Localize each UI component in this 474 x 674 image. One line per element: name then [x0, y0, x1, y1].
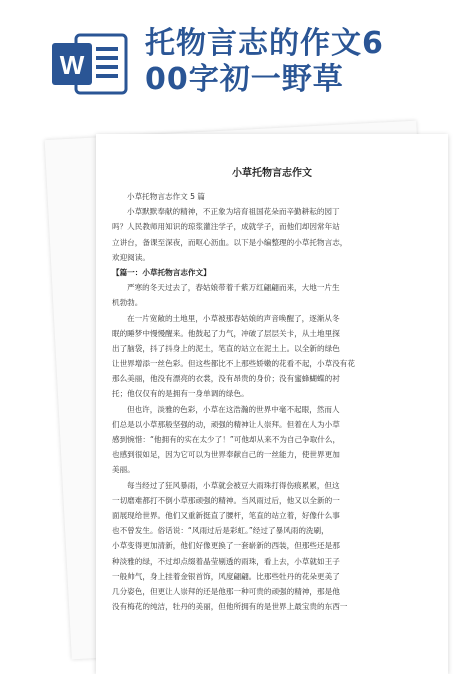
paragraph-line: 也不曾发生。俗话说：“风雨过后是彩虹。”经过了暴风雨的洗刷， [112, 526, 329, 536]
paragraph-line: 感到惋惜：“他拥有的实在太少了！”可他却从来不为自己争取什么， [112, 435, 341, 444]
paragraph-line: 没有梅花的纯洁，牡丹的美丽，但他所拥有的是世界上最宝贵的东西一 [112, 602, 348, 612]
paragraph-line: 小草默默奉献的精神，不正象为培育祖国花朵而辛勤耕耘的园丁 [127, 207, 340, 217]
paragraph-line: 一切磨难都打不倒小草那顽强的精神。当风雨过后，他又以全新的一 [112, 495, 340, 505]
document-page [96, 134, 448, 674]
paragraph-line: 几分姿色，但更让人崇拜的还是他那一种可贵的顽强的精神，那是他 [112, 586, 340, 596]
paragraph-line: 出了脑袋，抖了抖身上的泥土，笔直的站立在泥土上。以全新的绿色 [112, 343, 340, 353]
document-body [112, 189, 432, 614]
paragraph-line: 种淡雅的绿，不过却点缀着晶莹剔透的雨珠，看上去，小草就如王子 [112, 556, 340, 566]
paragraph-line: 机勃勃。 [112, 298, 143, 308]
section-heading: 【篇一：小草托物言志作文】 [112, 267, 211, 277]
paragraph-line: 也感到很如足，因为它可以为世界奉献自己的一丝能力，使世界更加 [112, 450, 340, 460]
paragraph-line: 立讲台，备课至深夜，而呕心沥血。以下是小编整理的小草托物言志， [112, 237, 348, 247]
paragraph-line: 眠的睡梦中慢慢醒来。他鼓起了力气，冲破了层层关卡，从土地里探 [112, 328, 340, 338]
word-icon-letter: W [59, 50, 85, 80]
banner-title-line: 托物言志的作文6 [145, 26, 384, 61]
paragraph-line: 美丽。 [112, 465, 135, 475]
word-document-icon [50, 33, 130, 95]
paragraph-line: 让世界增添一丝色彩。但这些都比不上那些娇嫩的花看不起，小草没有花 [112, 359, 355, 369]
paragraph-line: 欢迎阅读。 [112, 252, 150, 262]
paragraph-line: 严寒的冬天过去了，春姑娘带着千紫万红翩翩而来，大地一片生 [127, 283, 340, 293]
paragraph-line: 吗？人民教师用知识的琼浆灌注学子，成就学子，而他们却因常年站 [112, 222, 340, 232]
paragraph-line: 小草变得更加清新，他们好像更换了一套崭新的西装，但那些还是那 [112, 541, 340, 551]
banner-title [145, 26, 465, 98]
paragraph-line: 面展现给世界。他们又重新挺直了腰杆，笔直的站立着，好像什么事 [112, 510, 340, 520]
paragraph-line: 但也许，淡雅的色彩，小草在这浩瀚的世界中毫不起眼，然而人 [127, 404, 340, 414]
document-title: 小草托物言志作文 [232, 168, 312, 179]
paragraph-line: 小草托物言志作文 5 篇 [127, 192, 206, 201]
paragraph-line: 们总是以小草那般坚强的动，顽强的精神让人崇拜。但着在人为小草 [112, 419, 340, 429]
paragraph-line: 每当经过了狂风暴雨，小草就会被豆大雨珠打得伤痕累累，但这 [127, 480, 340, 490]
paragraph-line: 在一片宽敞的土地里，小草被那春姑娘的声音唤醒了，逐渐从冬 [127, 313, 340, 323]
paragraph-line: 那么美丽，他没有漂亮的衣裳，没有昂贵的身价；没有蜜蜂蝴蝶的衬 [112, 374, 340, 384]
paragraph-line: 托；他仅仅有的是拥有一身单调的绿色。 [112, 389, 249, 399]
banner-title-line: 00字初一野草 [145, 62, 344, 97]
header-banner [0, 0, 474, 120]
paragraph-line: 一般帅气，身上挂着金银首饰，风度翩翩。比那些牡丹的花朵更美了 [112, 571, 340, 581]
